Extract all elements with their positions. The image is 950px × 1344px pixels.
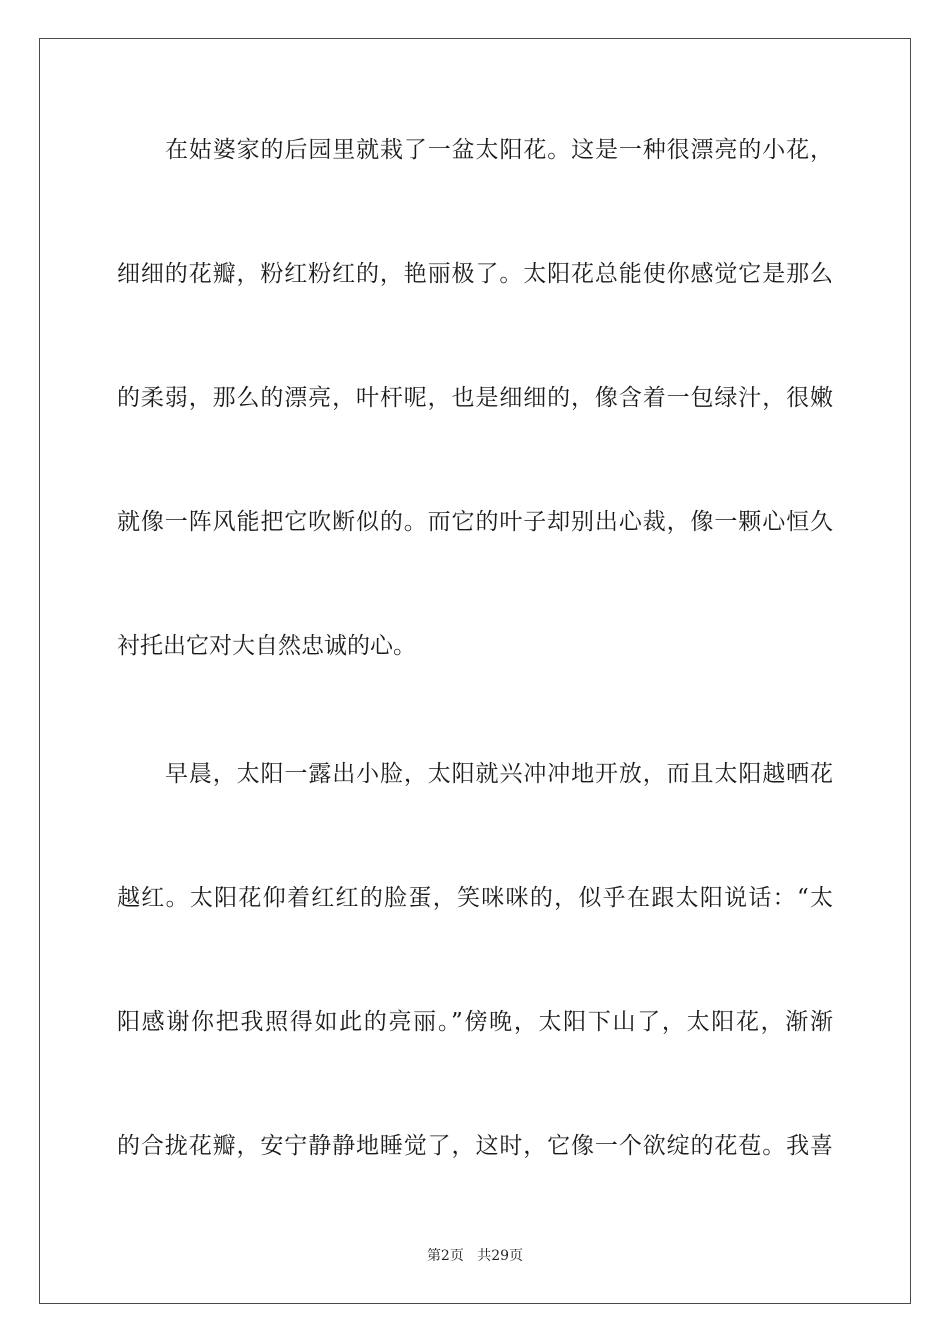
paragraph-1-line-5: 衬托出它对大自然忠诚的心。: [117, 633, 416, 659]
page-number: 第2页: [426, 1248, 464, 1264]
page-total: 共29页: [477, 1248, 524, 1264]
paragraph-1-line-3: 的柔弱，那么的漂亮，叶杆呢，也是细细的，像含着一包绿汁，很嫩: [117, 385, 833, 411]
paragraph-1-line-1: 在姑婆家的后园里就栽了一盆太阳花。这是一种很漂亮的小花，: [165, 137, 833, 163]
page-footer: [0, 1247, 950, 1265]
paragraph-2-line-2: 越红。太阳花仰着红红的脸蛋，笑咪咪的，似乎在跟太阳说话：“太: [117, 885, 833, 911]
paragraph-2-line-3: 阳感谢你把我照得如此的亮丽。”傍晚，太阳下山了，太阳花，渐渐: [117, 1009, 833, 1035]
paragraph-2-line-1: 早晨，太阳一露出小脸，太阳就兴冲冲地开放，而且太阳越晒花: [165, 761, 833, 787]
page-frame: [39, 38, 911, 1304]
paragraph-1-line-4: 就像一阵风能把它吹断似的。而它的叶子却别出心裁，像一颗心恒久: [117, 509, 833, 535]
paragraph-2-line-4: 的合拢花瓣，安宁静静地睡觉了，这时，它像一个欲绽的花苞。我喜: [117, 1133, 833, 1159]
paragraph-1-line-2: 细细的花瓣，粉红粉红的，艳丽极了。太阳花总能使你感觉它是那么: [117, 261, 833, 287]
